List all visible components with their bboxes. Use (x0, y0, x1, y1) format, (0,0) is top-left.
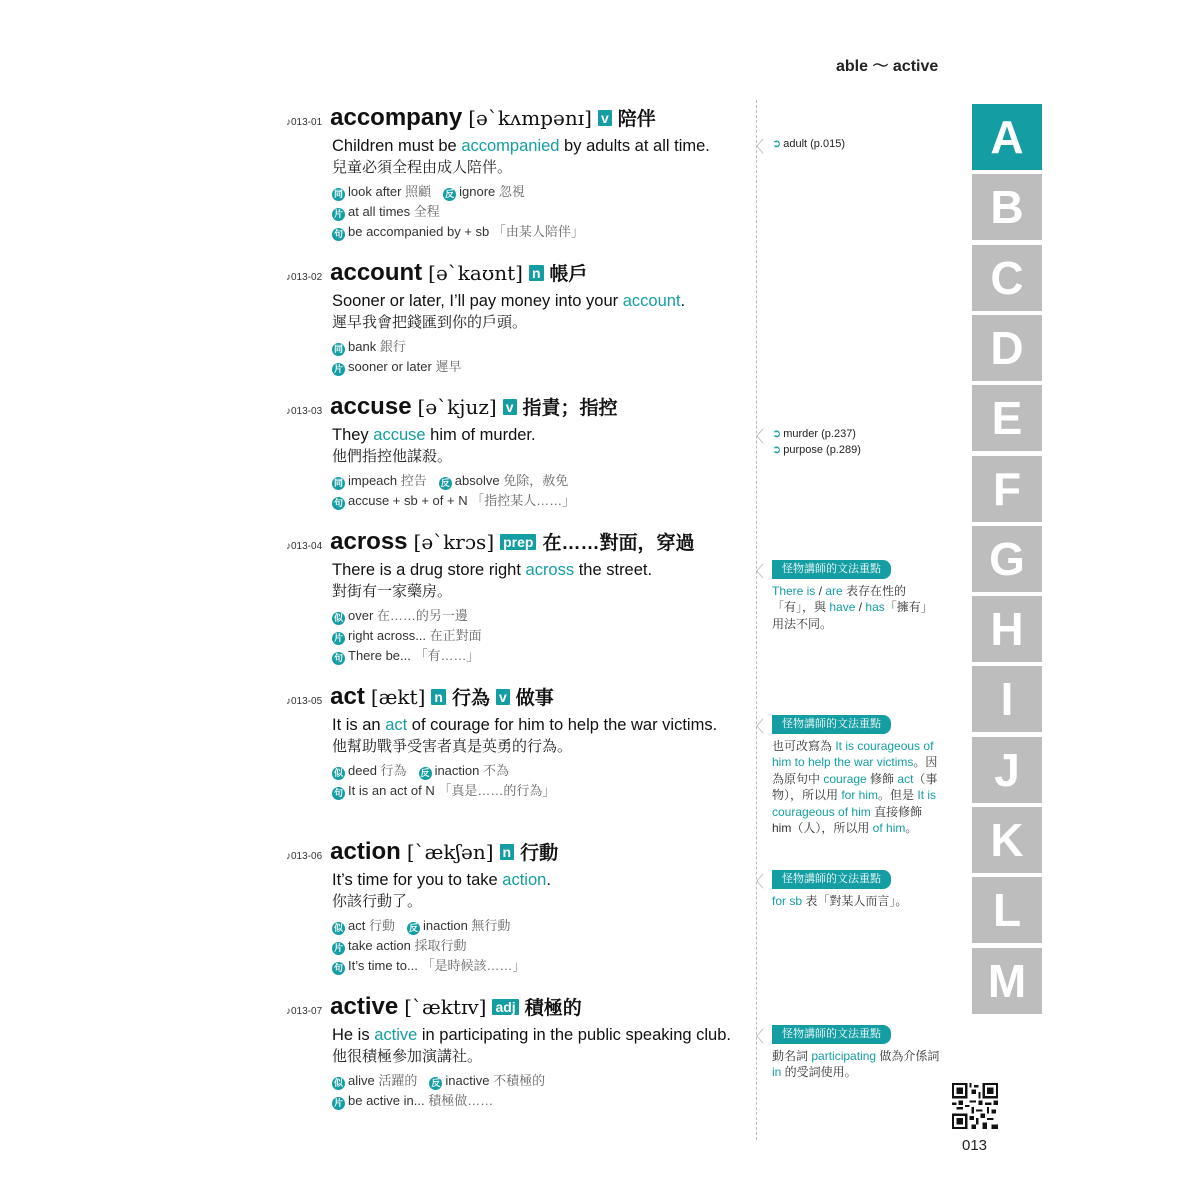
related-term-meaning: 在……的另一邊 (376, 608, 468, 623)
relation-badge-icon: 片 (333, 633, 343, 643)
entry-act (286, 683, 746, 801)
sentence-text: Children must be (332, 137, 462, 155)
audio-track-number[interactable]: ♪013-06 (286, 851, 323, 862)
related-line (332, 182, 746, 202)
related-term-meaning: 無行動 (471, 918, 511, 933)
related-words (286, 1071, 746, 1111)
related-term: over (348, 608, 377, 623)
sentence-translation: 遲早我會把錢匯到你的戶頭。 (332, 314, 528, 331)
sentence-text: It is an (332, 716, 386, 734)
part-of-speech-badge: adj (492, 999, 518, 1015)
related-term: inaction (434, 763, 483, 778)
note-text: 修飾 (866, 771, 898, 786)
chevron-left-icon: 〈 (748, 564, 765, 581)
example-sentence (332, 870, 746, 891)
part-of-speech-badge: n (431, 689, 446, 705)
entry-head (286, 683, 746, 711)
relation-badge-icon: 反 (445, 189, 455, 199)
related-term: be accompanied by + sb (348, 224, 493, 239)
meaning: 在……對面，穿過 (542, 533, 695, 554)
page-number: 013 (962, 1137, 988, 1154)
relation-badge-icon: 片 (333, 943, 343, 953)
related-line (332, 491, 746, 511)
relation-badge-icon: 片 (333, 209, 343, 219)
tab-g[interactable]: G (972, 526, 1042, 592)
grammar-note-badge: 怪物講師的文法重點 (772, 715, 891, 734)
part-of-speech-badge: v (598, 110, 612, 126)
entry-head (286, 104, 746, 132)
related-term: right across... (348, 628, 430, 643)
entry-account (286, 259, 746, 377)
part-of-speech-badge: n (529, 265, 544, 281)
relation-badge-icon: 反 (440, 478, 450, 488)
chevron-left-icon: 〈 (748, 874, 765, 891)
related-term-meaning: 行動 (368, 918, 395, 933)
related-term: take action (348, 938, 415, 953)
reference-arrow-icon: ➲ (772, 444, 782, 456)
highlighted-term: participating (811, 1048, 877, 1063)
grammar-note-text (772, 738, 942, 837)
relation-badge-icon: 反 (408, 923, 418, 933)
meaning: 帳戶 (549, 264, 588, 285)
refs-accuse (772, 426, 942, 458)
related-line (332, 781, 746, 801)
audio-track-number[interactable]: ♪013-01 (286, 117, 323, 128)
tab-k[interactable]: K (972, 807, 1042, 873)
headword: active (330, 993, 399, 1020)
related-term-meaning: 銀行 (379, 339, 406, 354)
highlighted-word: account (622, 292, 681, 310)
related-line (332, 471, 746, 491)
grammar-note-badge: 怪物講師的文法重點 (772, 870, 891, 889)
related-term: be active in... (348, 1093, 429, 1108)
entry-head (286, 993, 746, 1021)
highlighted-word: accuse (373, 426, 426, 444)
highlighted-term: of him (872, 821, 906, 835)
entry-head (286, 393, 746, 421)
headword: act (330, 683, 365, 710)
refs-accompany (772, 136, 942, 152)
relation-badge-icon: 片 (333, 1098, 343, 1108)
audio-track-number[interactable]: ♪013-05 (286, 696, 323, 707)
headword: account (330, 259, 423, 286)
meaning: 積極的 (524, 998, 582, 1019)
phonetic: [ˋæktɪv] (404, 995, 487, 1019)
sentence-translation: 他很積極參加演講社。 (332, 1048, 483, 1065)
relation-badge-icon: 句 (333, 963, 343, 973)
reference-text: purpose (p.289) (783, 444, 861, 456)
related-term-meaning: 免除，赦免 (503, 473, 569, 488)
related-words (286, 606, 746, 666)
audio-track-number[interactable]: ♪013-02 (286, 272, 323, 283)
sentence-text: It’s time for you to take (332, 871, 503, 889)
tab-a[interactable]: A (972, 104, 1042, 170)
note-text: 做為介係詞 (876, 1048, 940, 1063)
related-term: accuse + sb + of + N (348, 493, 472, 508)
related-term: at all times (348, 204, 414, 219)
sentence-text: . (546, 871, 551, 889)
phonetic: [əˋkʌmpənɪ] (468, 106, 592, 130)
meaning: 做事 (515, 688, 554, 709)
related-words (286, 761, 746, 801)
highlighted-term: in (772, 1065, 782, 1079)
highlighted-word: accompanied (461, 137, 560, 155)
note-text: 。但是 (878, 788, 918, 802)
highlighted-term: are (825, 583, 843, 598)
entry-across (286, 528, 746, 666)
related-term: sooner or later (348, 359, 436, 374)
note-text: / (855, 600, 866, 614)
highlighted-term: have (829, 600, 856, 614)
entry-action (286, 838, 746, 976)
tab-d[interactable]: D (972, 315, 1042, 381)
highlighted-term: courage (823, 771, 867, 786)
related-term: It is an act of N (348, 783, 439, 798)
tab-h[interactable]: H (972, 596, 1042, 662)
headword: across (330, 528, 408, 555)
part-of-speech-badge: prep (500, 534, 536, 550)
sentence-text: . (680, 292, 686, 310)
note-text: / (815, 583, 826, 598)
tab-m[interactable]: M (972, 948, 1042, 1014)
relation-badge-icon: 句 (333, 498, 343, 508)
note-text: 直接修飾 him（人），所以用 (772, 804, 923, 835)
related-term-meaning: 「由某人陪伴」 (492, 224, 584, 239)
grammar-note-badge: 怪物講師的文法重點 (772, 1025, 891, 1044)
related-words (286, 471, 746, 511)
related-term: There be... (348, 648, 415, 663)
tab-c[interactable]: C (972, 245, 1042, 311)
related-term-meaning: 活躍的 (378, 1073, 418, 1088)
tab-l[interactable]: L (972, 877, 1042, 943)
reference-arrow-icon: ➲ (772, 138, 782, 150)
related-line (332, 761, 746, 781)
related-term: bank (348, 339, 380, 354)
example-sentence (332, 136, 746, 157)
related-term-meaning: 「真是……的行為」 (438, 783, 556, 798)
related-term-meaning: 採取行動 (414, 938, 467, 953)
phonetic: [ˋækʃən] (406, 840, 494, 864)
headword: accompany (330, 104, 463, 131)
related-line (332, 357, 746, 377)
related-term-meaning: 積極做…… (428, 1093, 494, 1108)
sentence-text: the street. (574, 561, 653, 579)
qr-code-icon[interactable] (952, 1083, 998, 1129)
chevron-left-icon: 〈 (748, 139, 765, 156)
related-words (286, 182, 746, 242)
headword: action (330, 838, 401, 865)
related-line (332, 626, 746, 646)
related-term: inactive (445, 1073, 494, 1088)
highlighted-word: action (502, 871, 547, 889)
highlighted-word: act (385, 716, 408, 734)
note-action (772, 870, 942, 909)
related-line (332, 202, 746, 222)
meaning: 行為 (451, 688, 490, 709)
running-header: able ～ active (836, 58, 939, 75)
example-sentence (332, 1025, 746, 1046)
related-term-meaning: 在正對面 (429, 628, 482, 643)
meaning: 行動 (520, 843, 559, 864)
note-text: 。因為原句中 (772, 755, 938, 786)
cross-reference[interactable] (772, 442, 942, 458)
note-text: 也可改寫為 (772, 738, 836, 753)
relation-badge-icon: 句 (333, 229, 343, 239)
highlighted-term: for sb (772, 893, 803, 908)
highlighted-word: active (374, 1026, 418, 1044)
related-words (286, 916, 746, 976)
meaning: 陪伴 (617, 109, 656, 130)
note-act (772, 715, 942, 837)
note-text: 「擁有」用法不同。 (772, 600, 933, 631)
related-term: deed (348, 763, 381, 778)
sentence-translation: 他們指控他謀殺。 (332, 448, 453, 465)
entry-head (286, 259, 746, 287)
relation-badge-icon: 反 (420, 768, 430, 778)
example-sentence (332, 560, 746, 581)
entry-accuse (286, 393, 746, 511)
note-text: 的受詞使用。 (781, 1065, 857, 1079)
relation-badge-icon: 同 (333, 478, 343, 488)
related-term-meaning: 全程 (413, 204, 440, 219)
relation-badge-icon: 片 (333, 364, 343, 374)
note-text: 動名詞 (772, 1048, 812, 1063)
meaning: 指責；指控 (522, 398, 618, 419)
related-term-meaning: 不積極的 (493, 1073, 546, 1088)
related-term: absolve (454, 473, 504, 488)
grammar-note-text (772, 1048, 942, 1081)
related-term-meaning: 遲早 (435, 359, 462, 374)
audio-track-number[interactable]: ♪013-03 (286, 406, 323, 417)
highlighted-term: for him (841, 788, 879, 802)
related-term: ignore (459, 184, 499, 199)
relation-badge-icon: 似 (333, 613, 343, 623)
entry-head (286, 528, 746, 556)
related-line (332, 222, 746, 242)
audio-track-number[interactable]: ♪013-04 (286, 541, 323, 552)
highlighted-word: across (525, 561, 575, 579)
relation-badge-icon: 同 (333, 189, 343, 199)
related-line (332, 646, 746, 666)
example-sentence (332, 291, 746, 312)
reference-arrow-icon: ➲ (772, 428, 782, 440)
relation-badge-icon: 似 (333, 1078, 343, 1088)
highlighted-term: It is courageous of him to help the war victims (772, 738, 934, 769)
relation-badge-icon: 句 (333, 788, 343, 798)
sentence-translation: 兒童必須全程由成人陪伴。 (332, 159, 513, 176)
related-term: act (348, 918, 369, 933)
related-term-meaning: 行為 (380, 763, 407, 778)
phonetic: [əˋkaʊnt] (428, 261, 523, 285)
related-words (286, 337, 746, 377)
relation-badge-icon: 反 (431, 1078, 441, 1088)
related-term-meaning: 「是時候該……」 (421, 958, 526, 973)
note-active (772, 1025, 942, 1081)
related-term-meaning: 「有……」 (414, 648, 480, 663)
grammar-note-text (772, 583, 942, 633)
relation-badge-icon: 句 (333, 653, 343, 663)
related-term-meaning: 忽視 (498, 184, 525, 199)
reference-text: murder (p.237) (783, 428, 856, 440)
sentence-text: He is (332, 1026, 375, 1044)
highlighted-term: has (865, 600, 885, 614)
related-term: impeach (348, 473, 401, 488)
grammar-note-text (772, 893, 942, 910)
sentence-translation: 他幫助戰爭受害者真是英勇的行為。 (332, 738, 573, 755)
phonetic: [əˋkrɔs] (413, 530, 495, 554)
related-term-meaning: 控告 (400, 473, 427, 488)
tab-e[interactable]: E (972, 385, 1042, 451)
column-divider (756, 100, 757, 1140)
sentence-translation: 你該行動了。 (332, 893, 423, 910)
sentence-text: by adults at all time. (559, 137, 710, 155)
headword: accuse (330, 393, 412, 420)
reference-text: adult (p.015) (783, 138, 845, 150)
sentence-translation: 對街有一家藥房。 (332, 583, 453, 600)
note-across (772, 560, 942, 632)
related-line (332, 916, 746, 936)
cross-reference[interactable] (772, 136, 942, 152)
cross-reference[interactable] (772, 426, 942, 442)
relation-badge-icon: 似 (333, 768, 343, 778)
sentence-text: of courage for him to help the war victims. (407, 716, 718, 734)
sentence-text: They (332, 426, 374, 444)
highlighted-term: act (897, 771, 914, 786)
phonetic: [ækt] (370, 685, 426, 709)
related-line (332, 337, 746, 357)
related-term-meaning: 「指控某人……」 (471, 493, 576, 508)
entry-accompany (286, 104, 746, 242)
part-of-speech-badge: v (503, 399, 517, 415)
note-text: 表「對某人而言」。 (802, 893, 908, 908)
tab-f[interactable]: F (972, 456, 1042, 522)
highlighted-term: It is courageous of him (772, 788, 937, 819)
relation-badge-icon: 同 (333, 344, 343, 354)
related-line (332, 936, 746, 956)
note-text: （事物），所以用 (772, 771, 938, 802)
note-text: 。 (905, 821, 918, 835)
sentence-text: Sooner or later, I’ll pay money into your (332, 292, 623, 310)
related-term: It’s time to... (348, 958, 422, 973)
related-term: inaction (422, 918, 472, 933)
related-term-meaning: 照顧 (405, 184, 432, 199)
part-of-speech-badge: v (496, 689, 510, 705)
related-term: look after (348, 184, 406, 199)
related-term: alive (348, 1073, 379, 1088)
example-sentence (332, 425, 746, 446)
chevron-left-icon: 〈 (748, 1029, 765, 1046)
audio-track-number[interactable]: ♪013-07 (286, 1006, 323, 1017)
highlighted-term: There is (772, 583, 816, 598)
sentence-text: in participating in the public speaking club. (417, 1026, 731, 1044)
related-line (332, 606, 746, 626)
related-line (332, 1071, 746, 1091)
tab-i[interactable]: I (972, 666, 1042, 732)
chevron-left-icon: 〈 (748, 719, 765, 736)
tab-b[interactable]: B (972, 174, 1042, 240)
entry-head (286, 838, 746, 866)
entry-active (286, 993, 746, 1111)
sentence-text: There is a drug store right (332, 561, 526, 579)
phonetic: [əˋkjuz] (417, 395, 497, 419)
grammar-note-badge: 怪物講師的文法重點 (772, 560, 891, 579)
tab-j[interactable]: J (972, 737, 1042, 803)
relation-badge-icon: 似 (333, 923, 343, 933)
chevron-left-icon: 〈 (748, 429, 765, 446)
related-term-meaning: 不為 (482, 763, 509, 778)
related-line (332, 1091, 746, 1111)
related-line (332, 956, 746, 976)
note-text: 表存在性的「有」，與 (772, 583, 907, 614)
sentence-text: him of murder. (425, 426, 536, 444)
part-of-speech-badge: n (500, 844, 515, 860)
example-sentence (332, 715, 746, 736)
